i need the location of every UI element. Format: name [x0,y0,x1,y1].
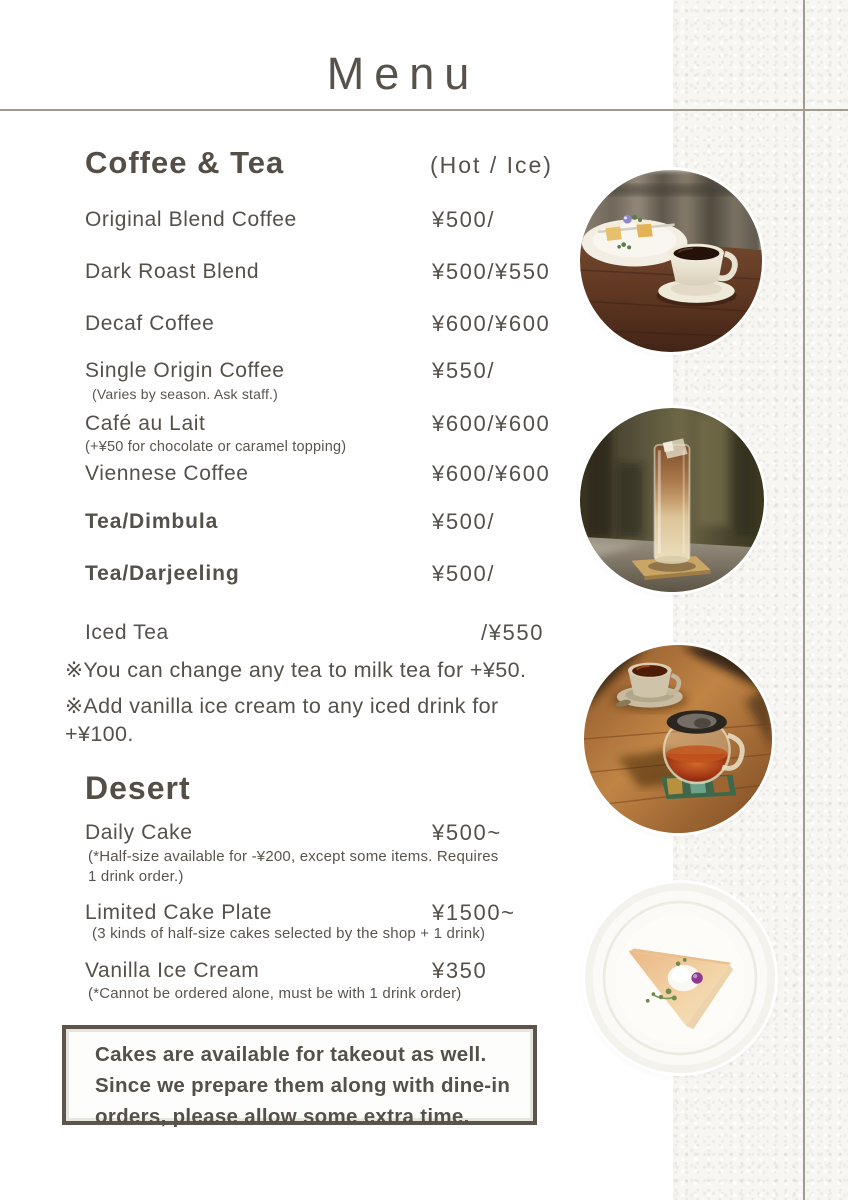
menu-item-row [0,412,620,442]
item-name: Iced Tea [85,621,169,644]
menu-item-row [0,462,620,492]
item-name: Vanilla Ice Cream [85,959,260,982]
menu-item-row [0,510,620,540]
item-name: Café au Lait [85,412,206,435]
item-price: ¥500/ [432,207,496,232]
section-heading-dessert: Desert [85,770,191,806]
menu-item-row [0,208,620,238]
item-note: (+¥50 for chocolate or caramel topping) [85,439,347,455]
item-name: Decaf Coffee [85,312,215,335]
item-name: Tea/Dimbula [85,510,219,533]
item-name: Daily Cake [85,821,193,844]
item-price: ¥500/¥550 [432,259,551,284]
item-price: ¥600/¥600 [432,411,551,436]
cake-slice-photo [585,883,775,1073]
menu-item-row [0,621,620,651]
item-price: ¥500/ [432,509,496,534]
item-name: Original Blend Coffee [85,208,297,231]
item-name: Limited Cake Plate [85,901,273,924]
iced-coffee-photo [580,408,764,592]
takeout-notice-line: Since we prepare them along with dine-in [95,1074,511,1097]
takeout-notice-line: Cakes are available for takeout as well. [95,1043,487,1066]
section-heading-coffee-tea: Coffee & Tea [85,145,285,180]
item-note: (3 kinds of half-size cakes selected by the shop + 1 drink) [92,925,486,942]
item-note-line: 1 drink order.) [88,868,184,885]
menu-item-row [0,359,620,389]
item-price: ¥1500~ [432,900,516,925]
page-title: Menu [326,48,480,99]
item-name: Viennese Coffee [85,462,249,485]
price-column-header: (Hot / Ice) [430,152,553,178]
hot-coffee-with-cake-photo [580,170,762,352]
menu-item-row [0,562,620,592]
item-note: (*Cannot be ordered alone, must be with 1 drink order) [88,985,462,1002]
tea-note-line: ※Add vanilla ice cream to any iced drink for [65,694,499,718]
takeout-notice-line: orders, please allow some extra time. [95,1105,470,1128]
item-price: ¥550/ [432,358,496,383]
item-price: ¥500~ [432,820,502,845]
menu-item-row [0,312,620,342]
item-price: ¥350 [432,958,488,983]
item-price: ¥600/¥600 [432,311,551,336]
tea-note-line: +¥100. [65,722,134,746]
item-price: ¥500/ [432,561,496,586]
horizontal-rule [0,109,848,111]
vertical-rule [803,0,805,1200]
item-note-line: (*Half-size available for -¥200, except some items. Requires [88,848,499,865]
item-note [88,847,499,887]
item-price: /¥550 [481,620,545,645]
takeout-notice-box [62,1025,537,1128]
tea-note-line: ※You can change any tea to milk tea for +¥50. [65,658,527,682]
item-price: ¥600/¥600 [432,461,551,486]
item-name: Tea/Darjeeling [85,562,240,585]
item-note: (Varies by season. Ask staff.) [92,386,279,402]
item-name: Dark Roast Blend [85,260,260,283]
menu-item-row [0,260,620,290]
tea-set-photo [584,645,772,833]
item-name: Single Origin Coffee [85,359,285,382]
